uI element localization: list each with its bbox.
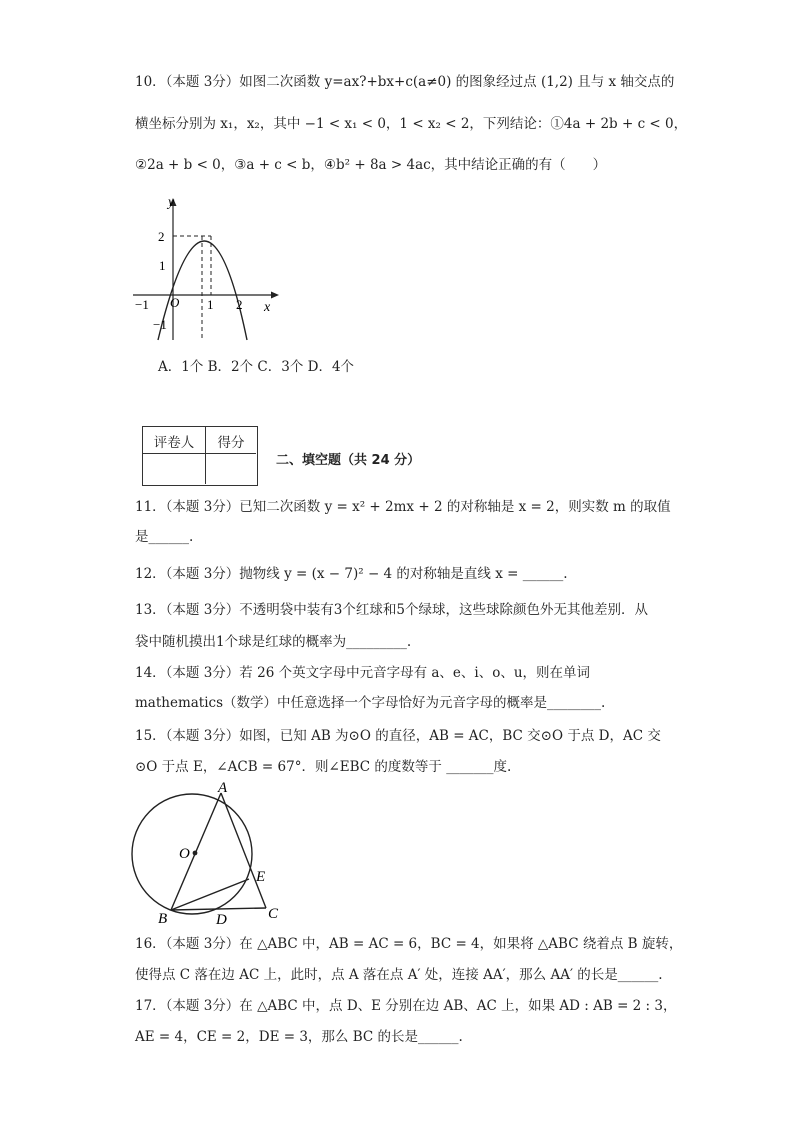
x-axis-arrow-icon <box>271 292 279 299</box>
score-table-score-cell <box>206 454 256 484</box>
tick-x-1: 1 <box>207 297 214 312</box>
q10-options: A．1个 B．2个 C．3个 D．4个 <box>158 359 355 375</box>
q15-line1: 15．（本题 3分）如图，已知 AB 为⊙O 的直径，AB = AC，BC 交⊙O 于点 D，AC 交 <box>135 728 661 744</box>
side-ac <box>221 793 266 908</box>
q10-line3: ②2a + b < 0，③a + c < b，④b² + 8a > 4ac，其中结论正确的有（ ） <box>135 157 607 173</box>
q11-line2: 是______. <box>135 529 194 545</box>
tick-x-2: 2 <box>236 297 243 312</box>
circle-triangle-figure <box>125 780 295 928</box>
q14-line2: mathematics（数学）中任意选择一个字母恰好为元音字母的概率是________. <box>135 695 606 711</box>
center-point <box>193 851 198 856</box>
q12-line1: 12．（本题 3分）抛物线 y = (x − 7)² − 4 的对称轴是直线 x = ______. <box>135 566 568 582</box>
origin-label: O <box>170 295 180 310</box>
x-axis-label: x <box>264 300 271 315</box>
score-table-grader-header: 评卷人 <box>143 427 206 454</box>
q16-line1: 16．（本题 3分）在 △ABC 中，AB = AC = 6，BC = 4，如果将 △ABC 绕着点 B 旋转， <box>135 936 683 952</box>
circle-o <box>132 794 252 914</box>
label-e: E <box>256 869 266 885</box>
tick-x-neg1: −1 <box>135 297 149 312</box>
q15-line2: ⊙O 于点 E，∠ACB = 67°．则∠EBC 的度数等于 _______度. <box>135 759 512 775</box>
label-o: O <box>179 846 190 862</box>
tick-y-2: 2 <box>158 229 165 244</box>
section-title-fill-in: 二、填空题（共 24 分） <box>276 453 421 468</box>
q10-line2: 横坐标分别为 x₁，x₂，其中 −1 < x₁ < 0，1 < x₂ < 2，下列结论：①4a + 2b + c < 0， <box>135 116 688 132</box>
label-d: D <box>216 912 227 928</box>
parabola-graph <box>125 190 285 350</box>
score-table <box>142 426 258 486</box>
q16-line2: 使得点 C 落在边 AC 上，此时，点 A 落在点 A′ 处，连接 AA′，那么 AA′ 的长是______. <box>135 967 663 983</box>
parabola-curve <box>158 241 247 340</box>
q17-line2: AE = 4，CE = 2，DE = 3，那么 BC 的长是______. <box>135 1029 463 1045</box>
score-table-grader-cell <box>143 454 206 484</box>
tick-y-neg1: −1 <box>153 317 167 332</box>
q13-line2: 袋中随机摸出1个球是红球的概率为_________. <box>135 634 412 650</box>
label-a: A <box>218 780 228 796</box>
q14-line1: 14．（本题 3分）若 26 个英文字母中元音字母有 a、e、i、o、u，则在单词 <box>135 665 591 681</box>
q11-line1: 11．（本题 3分）已知二次函数 y = x² + 2mx + 2 的对称轴是 x = 2，则实数 m 的取值 <box>135 499 671 515</box>
label-b: B <box>158 911 168 927</box>
q13-line1: 13．（本题 3分）不透明袋中装有3个红球和5个绿球，这些球除颜色外无其他差别．从 <box>135 602 648 618</box>
tick-y-1: 1 <box>159 258 166 273</box>
score-table-score-header: 得分 <box>206 427 256 454</box>
label-c: C <box>268 906 279 922</box>
q10-line1: 10．（本题 3分）如图二次函数 y=ax?+bx+c(a≠0) 的图象经过点 (1,2) 且与 x 轴交点的 <box>135 74 675 90</box>
q17-line1: 17．（本题 3分）在 △ABC 中，点 D、E 分别在边 AB、AC 上，如果 AD : AB = 2 : 3， <box>135 998 677 1014</box>
side-bc <box>171 908 266 910</box>
y-axis-label: y <box>168 195 175 210</box>
